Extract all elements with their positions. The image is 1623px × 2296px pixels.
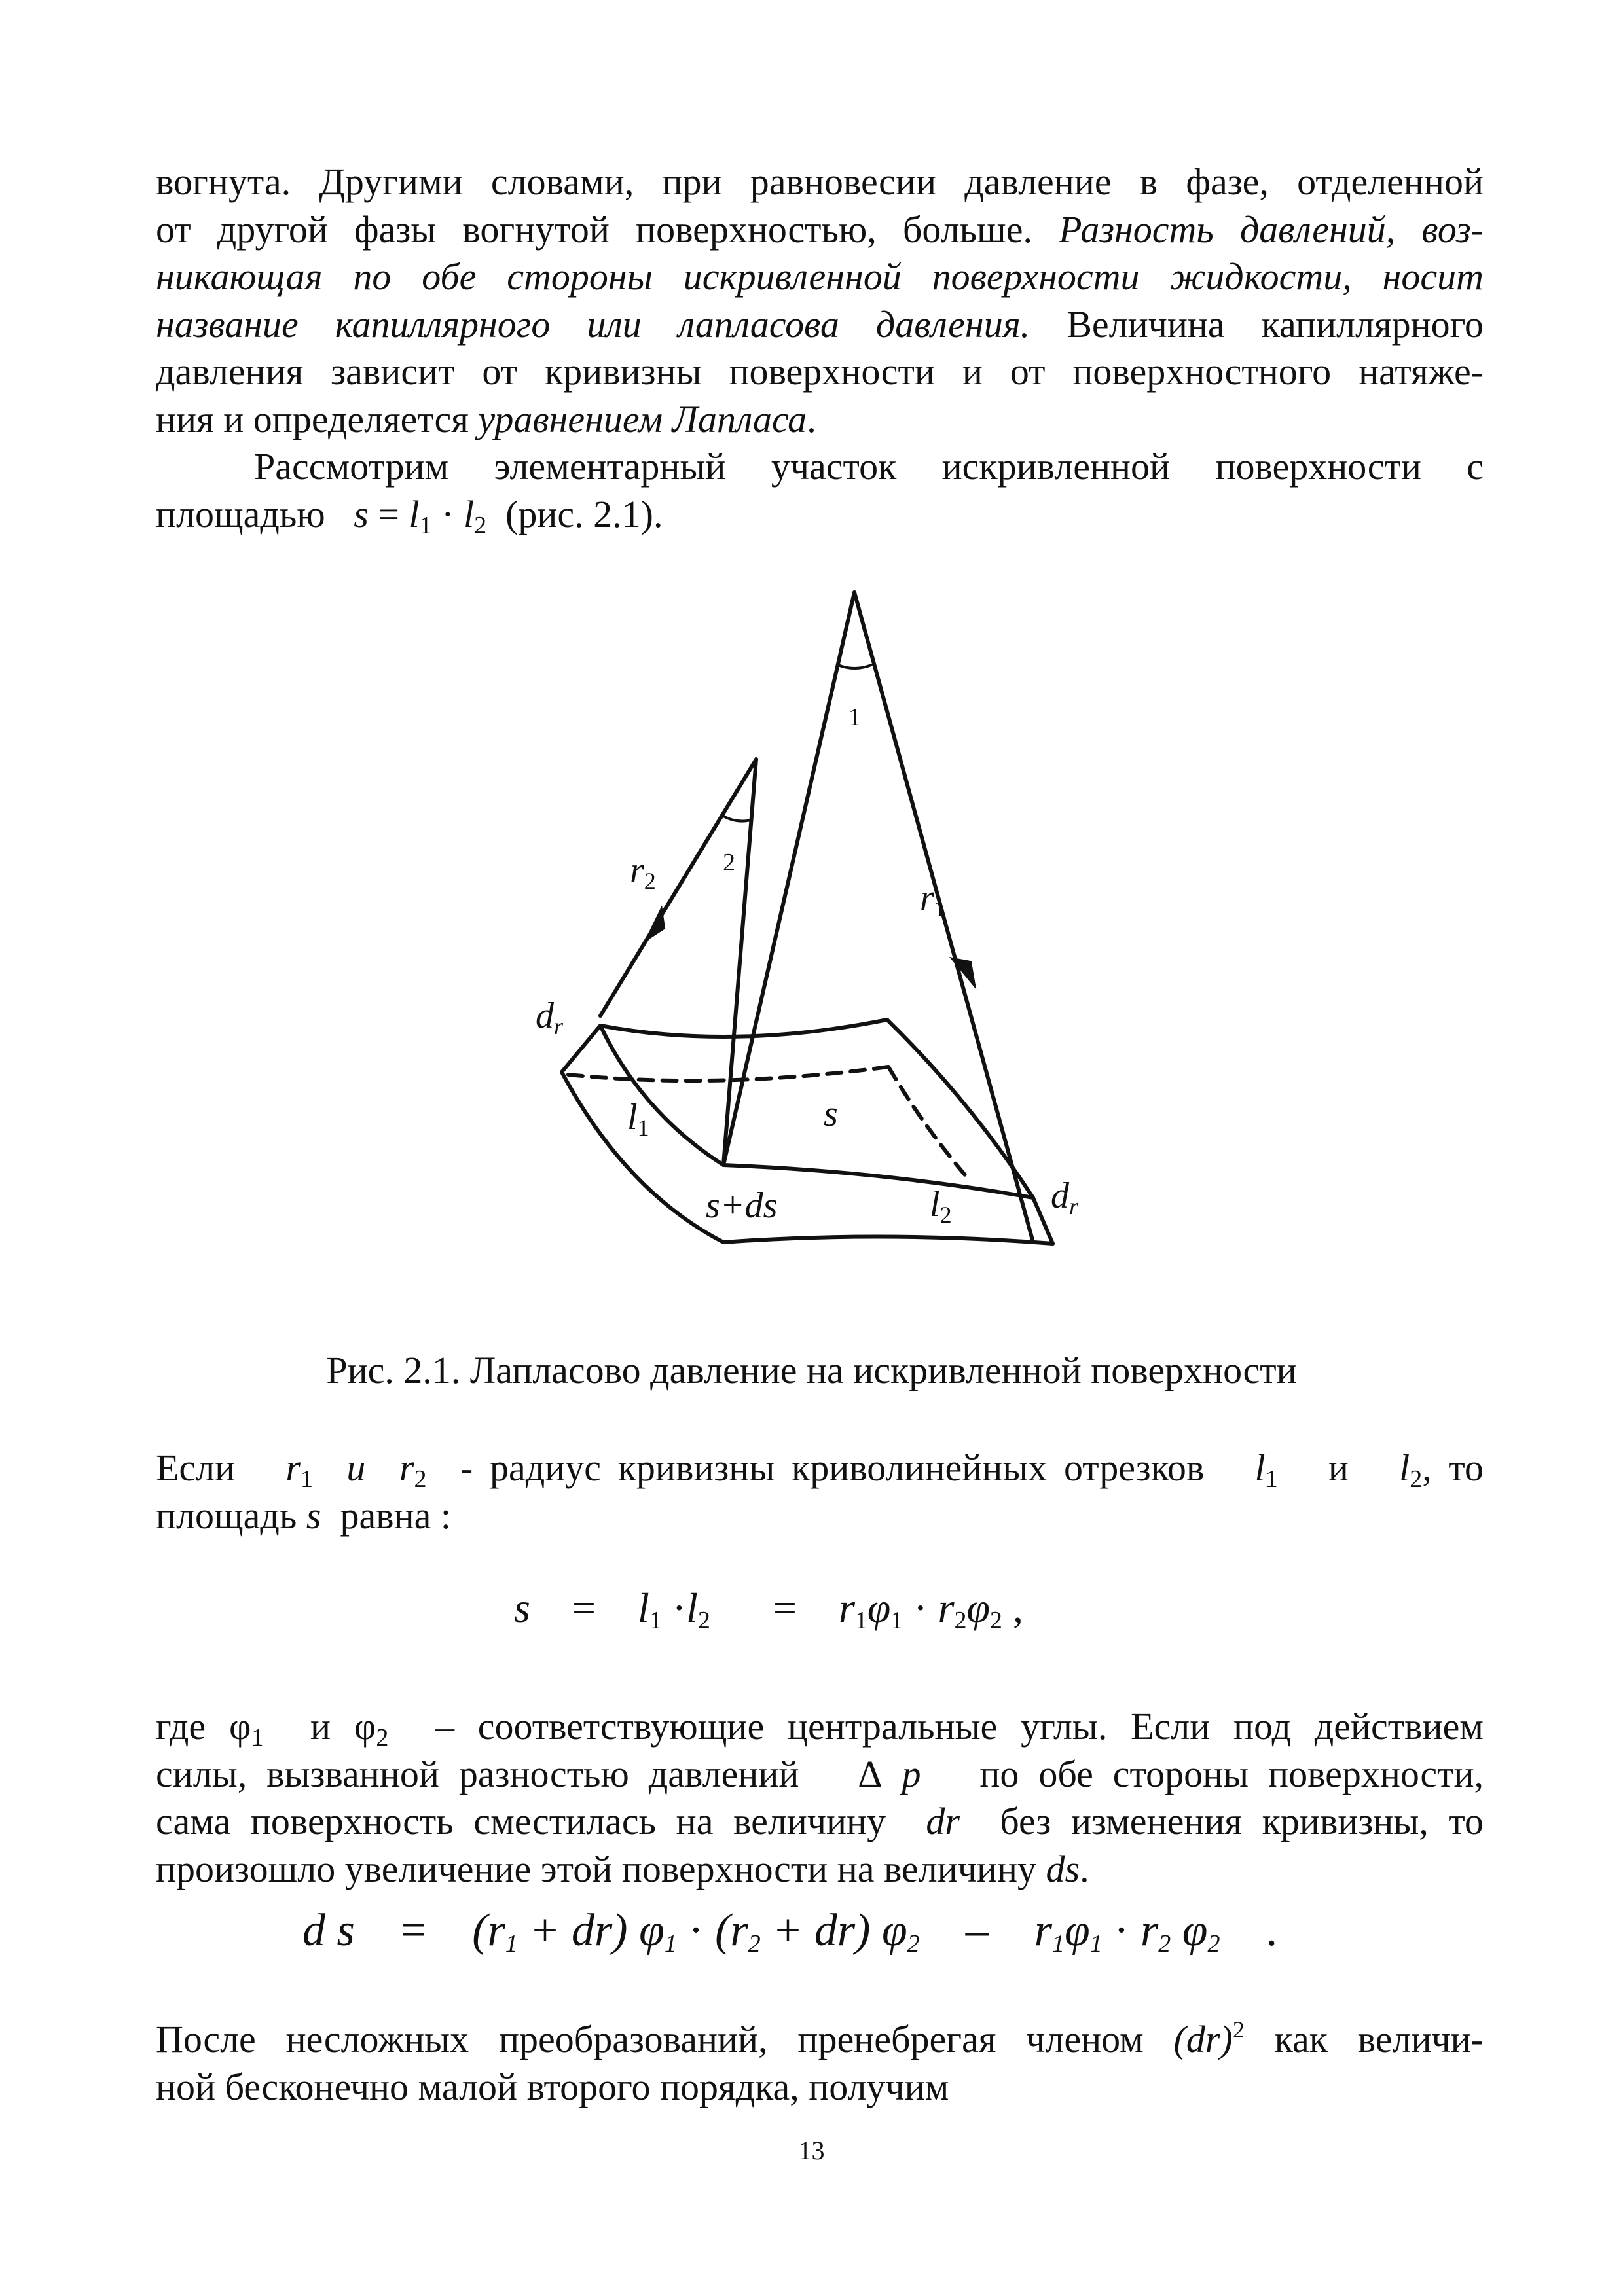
surface2-left-edge [562, 1072, 723, 1242]
hidden-edge-top [568, 1067, 888, 1081]
surface2-bottom-edge [723, 1236, 1053, 1244]
text-line: сама поверхность сместилась на величину dr без изменения кривизны, то [156, 1800, 1484, 1842]
paragraph-radii [156, 1444, 1484, 1539]
text-line: После несложных преобразований, пренебрегая членом (dr)$^2$ как величи- [156, 2017, 1484, 2060]
text-line: от другой фазы вогнутой поверхностью, больше. Разность давлений, воз- [156, 207, 1484, 251]
page-number: 13 [798, 2136, 825, 2165]
figure-caption: Рис. 2.1. Лапласово давление на искривленной поверхности [326, 1349, 1297, 1391]
text-line: Если $r_1$ и $r_2$ - радиус кривизны криволинейных отрезков $l_1$ и $l_2$, то [156, 1446, 1484, 1493]
text-line: площадью $s = l_1 \cdot l_2$ (рис. 2.1). [156, 492, 663, 539]
hidden-edge-right [888, 1067, 968, 1178]
text-line: силы, вызванной разностью давлений Δ p по обе стороны поверхности, [156, 1752, 1484, 1795]
surface-top-edge [600, 1020, 887, 1037]
text-line: площадь s равна : [156, 1494, 451, 1537]
text-line: где $\varphi_1$ и $\varphi_2$ – соответствующие центральные углы. Если под действием [156, 1705, 1484, 1751]
label-angle-1: 1 [848, 704, 861, 731]
paragraph-transform [156, 2016, 1484, 2111]
label-r2: r2 [630, 850, 656, 894]
text-line: название капиллярного или лапласова давления. Величина капиллярного [156, 302, 1484, 346]
label-r1: r1 [920, 878, 946, 922]
arrow-r1 [953, 959, 974, 985]
equation-area: s = $l_1 \cdot l_2$ = $r_1\varphi_1 \cdot r_2\varphi_2$ , [514, 1585, 1023, 1634]
label-l2: l2 [930, 1184, 952, 1228]
surface-offset-left [562, 1026, 600, 1072]
text-line: произошло увеличение этой поверхности на величину ds. [156, 1847, 1089, 1890]
text-line: ной бесконечно малой второго порядка, получим [156, 2065, 949, 2108]
angle1-arc [838, 665, 871, 668]
surface-offset-right [1033, 1198, 1053, 1244]
equation-ds: d s = $(r_1 + dr) \varphi_1 \cdot (r_2 + dr)$ $\varphi_2$ – $r_1\varphi_1 \cdot r_2$ $\varphi_2$ . [302, 1905, 1277, 1958]
arrow-r2 [647, 910, 664, 939]
label-dr-left: dr [536, 996, 564, 1039]
label-dr-right: dr [1051, 1175, 1079, 1219]
text-line: давления зависит от кривизны поверхности и от поверхностного натяже- [156, 350, 1484, 393]
label-s-plus-ds: s+ds [706, 1185, 778, 1226]
text-line: никающая по обе стороны искривленной поверхности жидкости, носит [156, 255, 1484, 298]
angle2-arc [723, 816, 751, 821]
paragraph-angles [156, 1703, 1484, 1893]
label-l1: l1 [627, 1097, 649, 1141]
surface-left-edge [600, 1026, 723, 1165]
text-line: Рассмотрим элементарный участок искривленной поверхности с [254, 445, 1484, 488]
text-line: вогнута. Другими словами, при равновесии давление в фазе, отделенной [156, 160, 1484, 203]
label-s: s [824, 1094, 838, 1134]
text-line: ния и определяется уравнением Лапласа. [156, 397, 816, 440]
cone2-left-edge-r2 [600, 759, 756, 1016]
label-angle-2: 2 [723, 849, 735, 876]
formula-s: s [354, 492, 369, 535]
